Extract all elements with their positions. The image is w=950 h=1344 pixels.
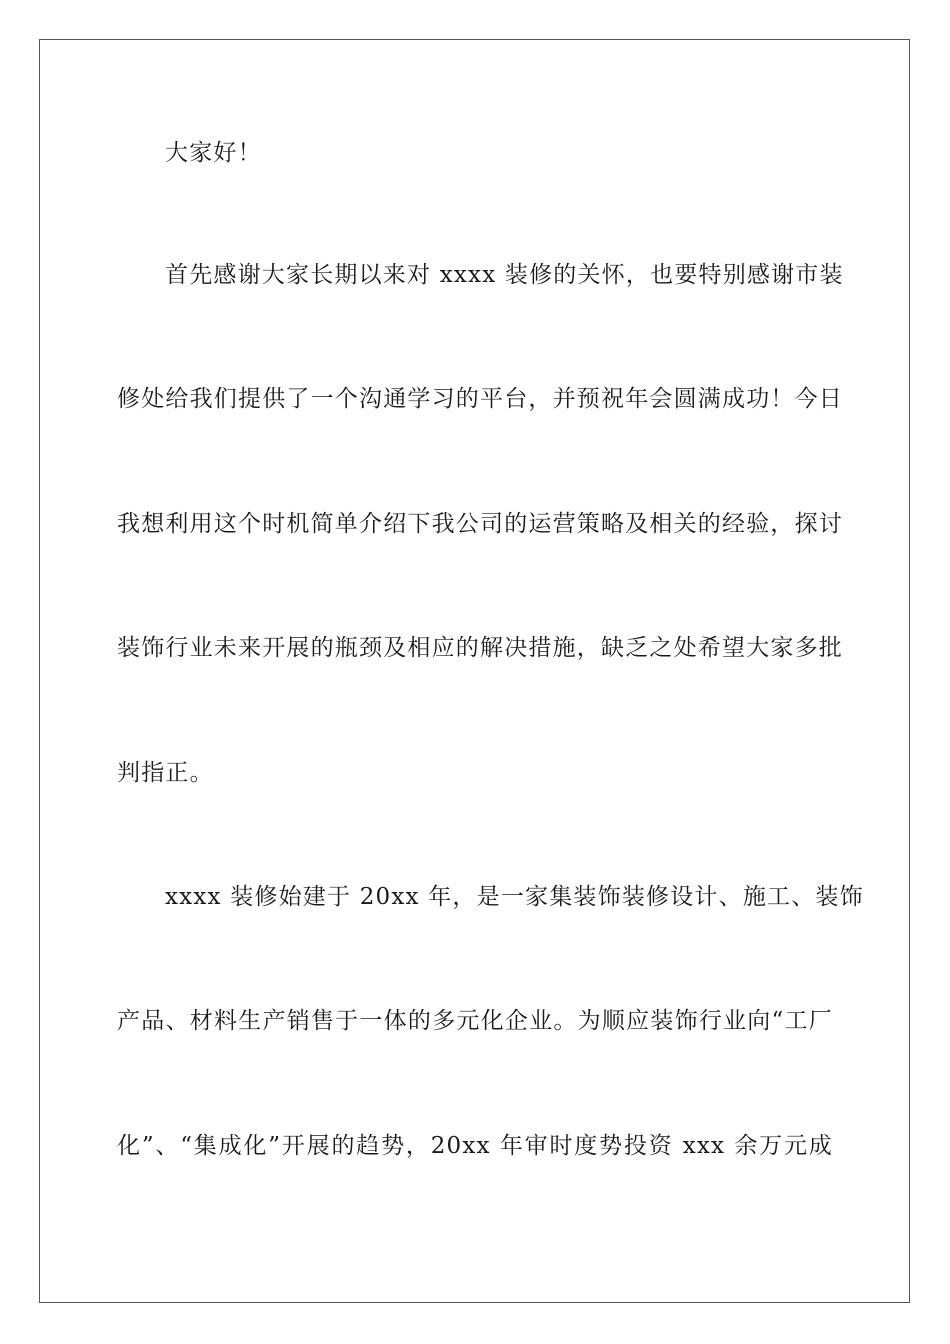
paragraph-2-line-3: 化”、“集成化”开展的趋势，20xx 年审时度势投资 xxx 余万元成 — [117, 1133, 833, 1159]
paragraph-1-line-5: 判指正。 — [117, 760, 214, 786]
paragraph-2-line-1: xxxx 装修始建于 20xx 年，是一家集装饰装修设计、施工、装饰 — [165, 884, 864, 910]
paragraph-2-line-2: 产品、材料生产销售于一体的多元化企业。为顺应装饰行业向“工厂 — [117, 1008, 833, 1034]
paragraph-1-line-2: 修处给我们提供了一个沟通学习的平台，并预祝年会圆满成功！今日 — [117, 386, 843, 412]
paragraph-1-line-3: 我想利用这个时机简单介绍下我公司的运营策略及相关的经验，探讨 — [117, 511, 843, 537]
paragraph-1-line-4: 装饰行业未来开展的瓶颈及相应的解决措施，缺乏之处希望大家多批 — [117, 635, 843, 661]
paragraph-1-line-1: 首先感谢大家长期以来对 xxxx 装修的关怀，也要特别感谢市装 — [165, 262, 844, 288]
page-border — [39, 39, 910, 1303]
greeting-line: 大家好！ — [165, 140, 262, 166]
